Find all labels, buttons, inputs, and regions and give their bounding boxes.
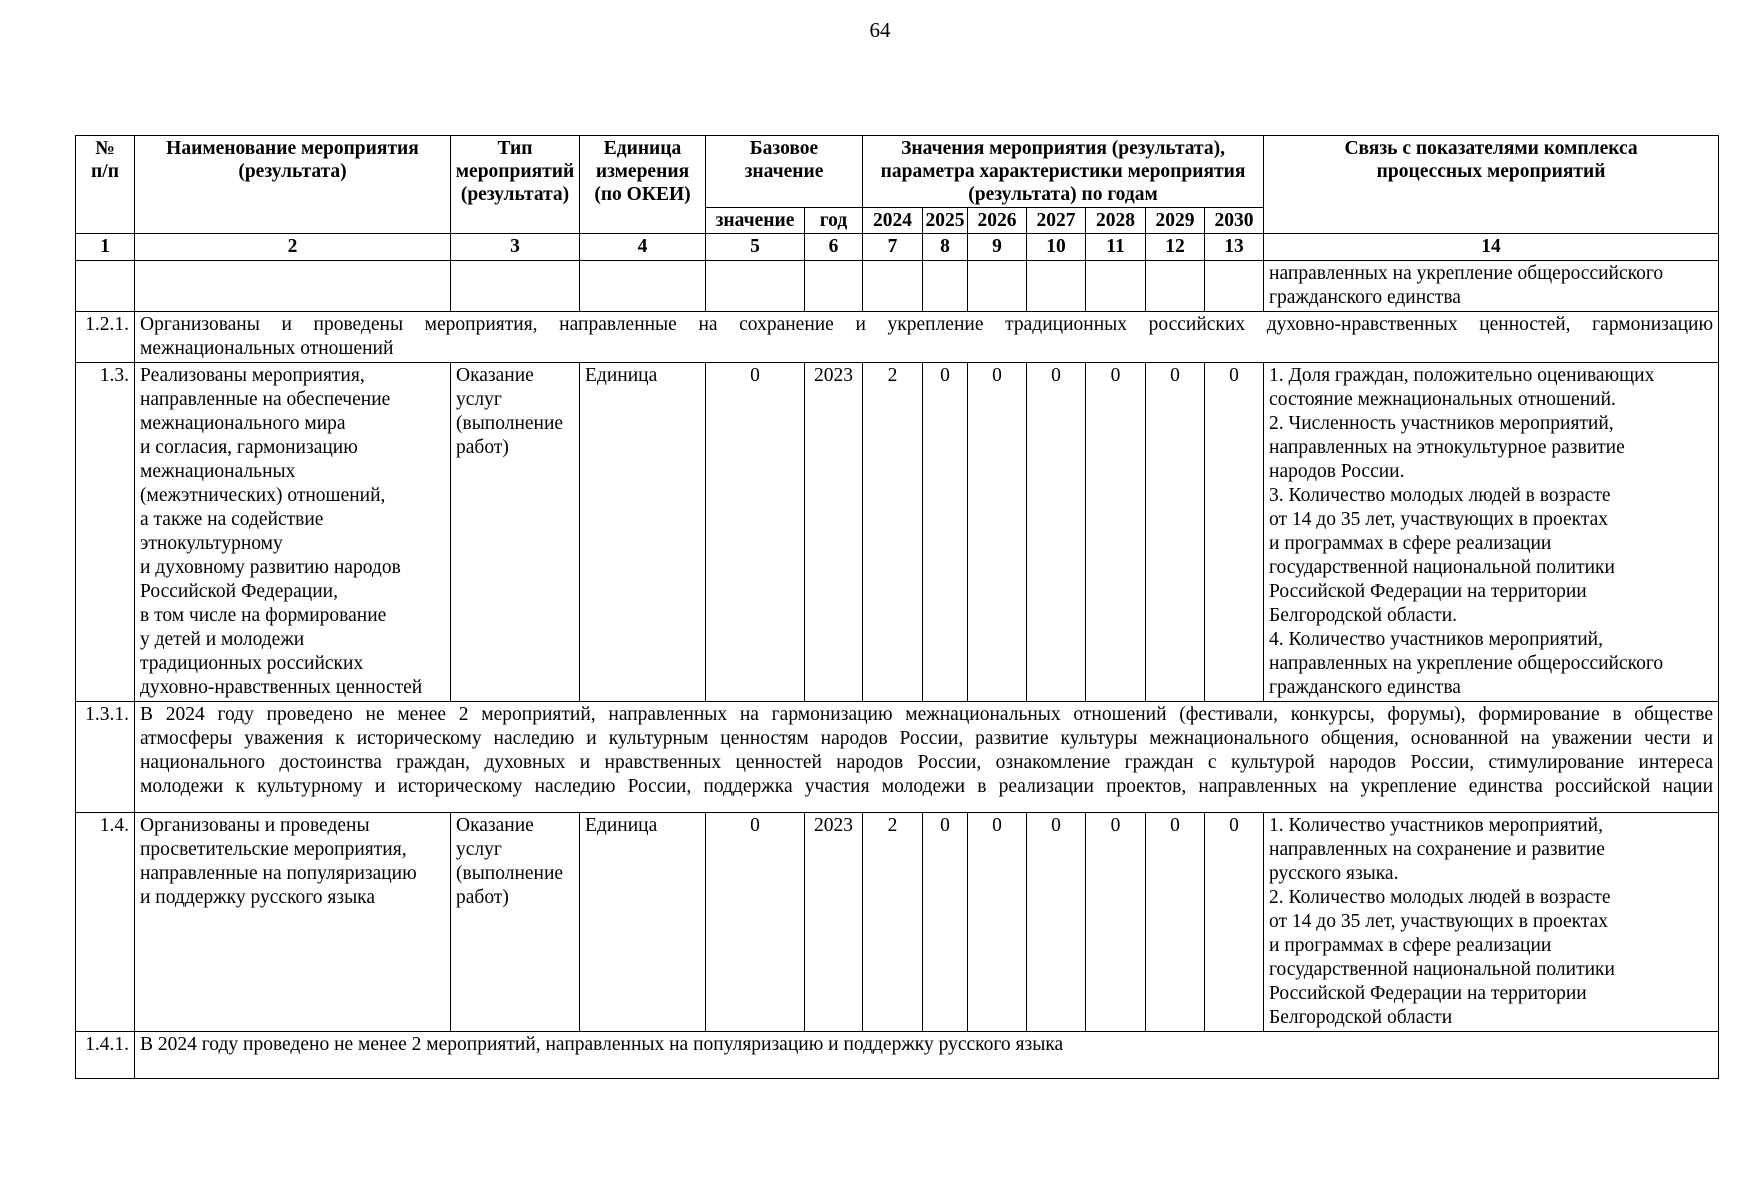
row-description-line: национального достоинства граждан, духовных и нравственных ценностей народов России, ознакомление граждан с культурой народов России, стимулирование интереса [140,752,1714,773]
column-number: 1 [76,234,135,261]
column-number: 3 [451,234,580,261]
row-description-line: Организованы и проведены мероприятия, направленные на сохранение и укрепление традиционных российских духовно-нравственных ценностей, гармонизацию [140,314,1714,335]
event-unit: Единица [580,813,706,1032]
header-year-2024: 2024 [863,208,923,234]
header-num: № п/п [76,136,135,234]
value-2029: 0 [1146,813,1205,1032]
header-unit: Единица измерения (по ОКЕИ) [580,136,706,234]
row-number: 1.4.1. [76,1032,135,1079]
header-name: Наименование мероприятия (результата) [135,136,451,234]
column-number: 10 [1027,234,1086,261]
row-description-line: В 2024 году проведено не менее 2 мероприятий, направленных на гармонизацию межнациональных отношений (фестивали, конкурсы, форумы), формирование в обществе [140,704,1714,725]
row-description-line: межнациональных отношений [140,338,394,359]
table-row-1-3-1 [76,702,1719,813]
value-2027: 0 [1027,813,1086,1032]
column-number: 2 [135,234,451,261]
event-name: Организованы и проведены просветительские мероприятия, направленные на популяризацию и поддержку русского языка [135,813,451,1032]
table-row-1-2-1 [76,312,1719,363]
value-2025: 0 [923,363,968,702]
base-value: 0 [706,813,805,1032]
page-number: 64 [869,18,891,42]
row-description [135,702,1719,813]
header-link: Связь с показателями комплекса процессных мероприятий [1264,136,1719,234]
header-base-year: год [805,208,863,234]
value-2030: 0 [1205,813,1264,1032]
events-table [75,135,1719,1079]
header-row-1 [76,136,1719,208]
value-2027: 0 [1027,363,1086,702]
value-2025: 0 [923,813,968,1032]
row-description-line: атмосферы уважения к историческому наследию и культурным ценностям народов России, развитие культуры межнационального общения, основанной на уважении чести и [140,728,1714,749]
value-2024: 2 [863,363,923,702]
header-year-2028: 2028 [1086,208,1146,234]
header-base: Базовое значение [706,136,863,208]
link-cell: направленных на укрепление общероссийского гражданского единства [1264,261,1719,312]
row-number: 1.3.1. [76,702,135,813]
column-number: 8 [923,234,968,261]
value-2026: 0 [968,363,1027,702]
value-2026: 0 [968,813,1027,1032]
table-row-1-3 [76,363,1719,702]
header-base-value: значение [706,208,805,234]
column-number: 13 [1205,234,1264,261]
table-row-1-4-1 [76,1032,1719,1079]
value-2030: 0 [1205,363,1264,702]
column-number: 11 [1086,234,1146,261]
column-number: 5 [706,234,805,261]
link-cell: 1. Количество участников мероприятий, направленных на сохранение и развитие русского языка. 2. Количество молодых людей в возрасте от 14 до 35 лет, участвующих в проектах и программах в сфере реализации государственной национальной политики Российской Федерации на территории Белгородской области [1264,813,1719,1032]
header-year-2029: 2029 [1146,208,1205,234]
column-number: 7 [863,234,923,261]
header-year-2030: 2030 [1205,208,1264,234]
column-number: 4 [580,234,706,261]
column-numbers-row [76,234,1719,261]
row-description [135,312,1719,363]
table-row-continuation [76,261,1719,312]
column-number: 12 [1146,234,1205,261]
row-number: 1.2.1. [76,312,135,363]
value-2028: 0 [1086,813,1146,1032]
value-2028: 0 [1086,363,1146,702]
value-2029: 0 [1146,363,1205,702]
value-2024: 2 [863,813,923,1032]
column-number: 14 [1264,234,1719,261]
event-type: Оказание услуг (выполнение работ) [451,813,580,1032]
column-number: 9 [968,234,1027,261]
base-value: 0 [706,363,805,702]
column-number: 6 [805,234,863,261]
base-year: 2023 [805,813,863,1032]
link-cell: 1. Доля граждан, положительно оценивающих состояние межнациональных отношений. 2. Численность участников мероприятий, направленных на этнокультурное развитие народов России. 3. Количество молодых людей в возрасте от 14 до 35 лет, участвующих в проектах и программах в сфере реализации государственной национальной политики Российской Федерации на территории Белгородской области. 4. Количество участников мероприятий, направленных на укрепление общероссийского гражданского единства [1264,363,1719,702]
header-type: Тип мероприятий (результата) [451,136,580,234]
table-row-1-4 [76,813,1719,1032]
header-year-2025: 2025 [923,208,968,234]
event-name: Реализованы мероприятия, направленные на обеспечение межнационального мира и согласия, гармонизацию межнациональных (межэтнических) отношений, а также на содействие этнокультурному и духовному развитию народов Российской Федерации, в том числе на формирование у детей и молодежи традиционных российских духовно-нравственных ценностей [135,363,451,702]
event-unit: Единица [580,363,706,702]
row-number: 1.3. [76,363,135,702]
header-year-2027: 2027 [1027,208,1086,234]
event-type: Оказание услуг (выполнение работ) [451,363,580,702]
row-description-line: молодежи к культурному и историческому наследию России, поддержка участия молодежи в реализации проектов, направленных на укрепление единства российской нации [140,776,1714,797]
header-year-2026: 2026 [968,208,1027,234]
row-description: В 2024 году проведено не менее 2 мероприятий, направленных на популяризацию и поддержку русского языка [135,1032,1719,1079]
header-values: Значения мероприятия (результата), параметра характеристики мероприятия (результата) по годам [863,136,1264,208]
row-number: 1.4. [76,813,135,1032]
base-year: 2023 [805,363,863,702]
